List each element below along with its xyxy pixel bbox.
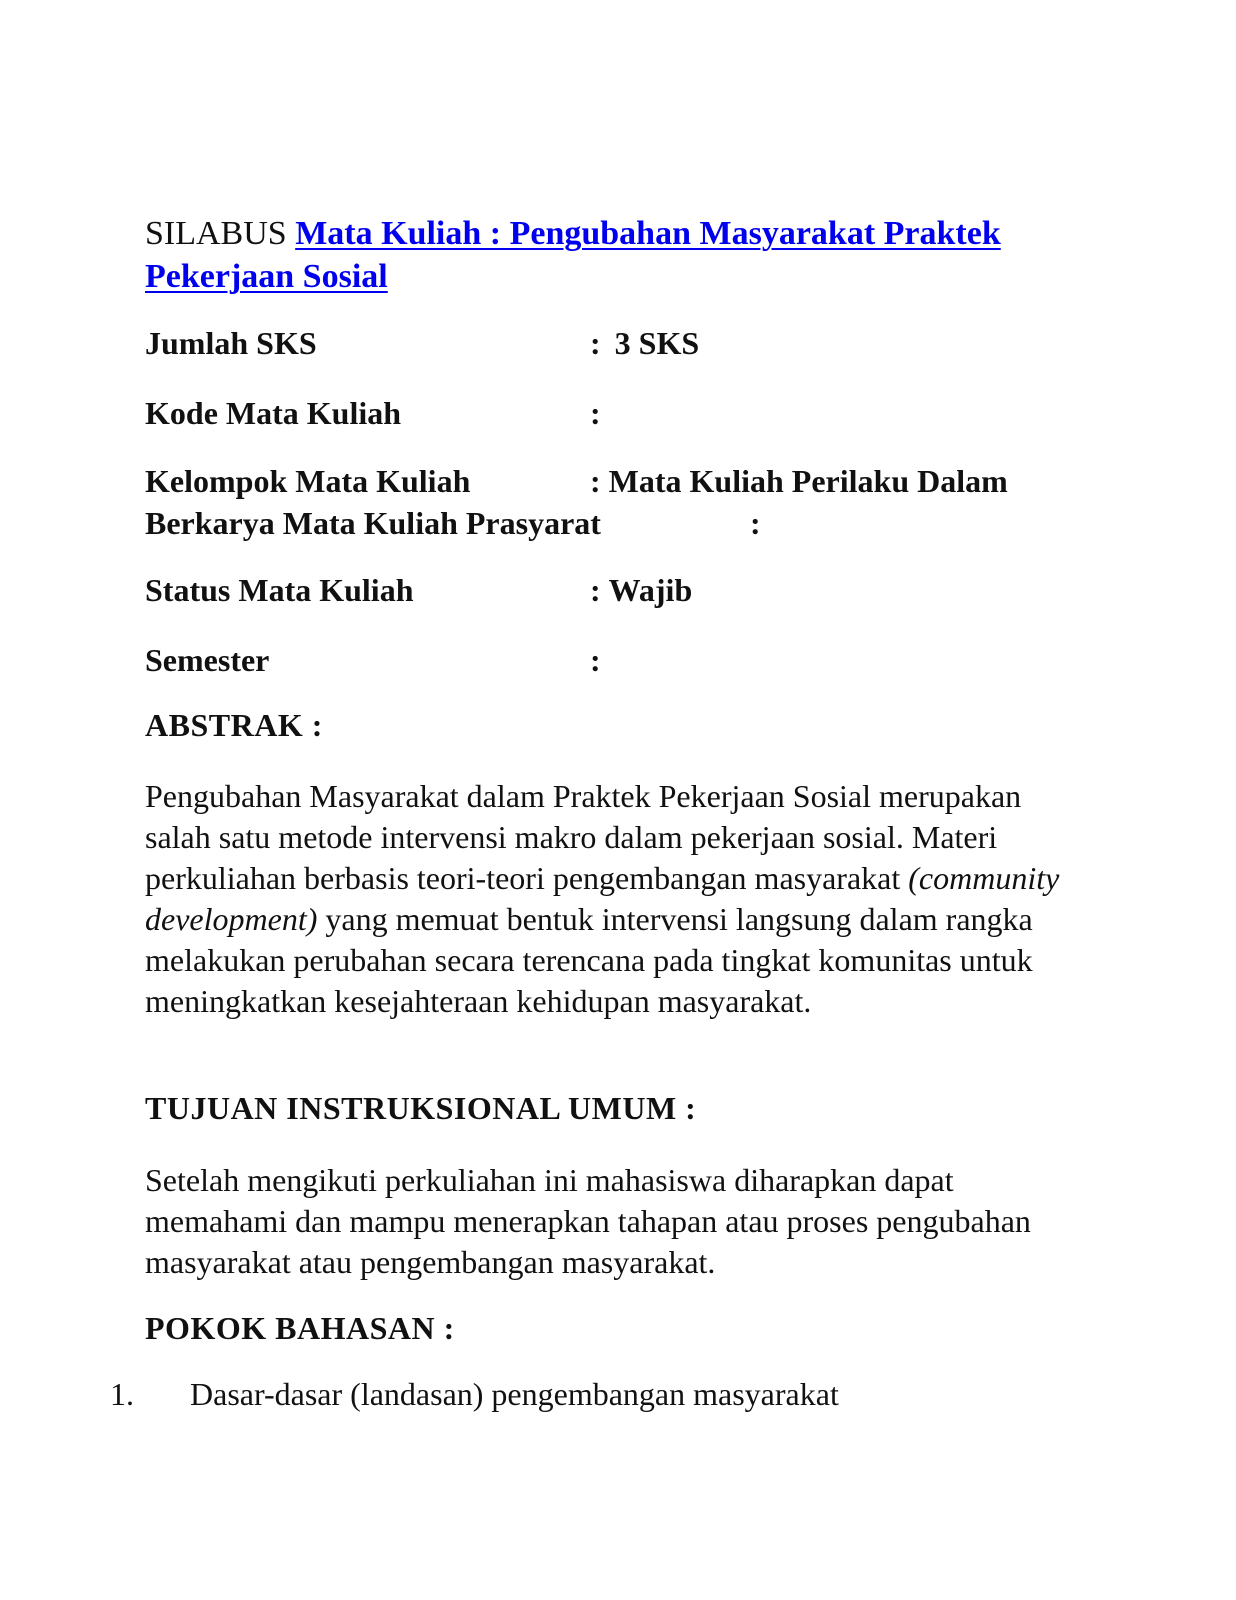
abstrak-text-continued: yang memuat bentuk intervensi langsung dalam rangka melakukan perubahan secara terencana pada tingkat komunitas untuk meningkatkan kesejahteraan kehidupan masyarakat. (145, 901, 1033, 1019)
field-label: Kelompok Mata Kuliah (145, 463, 471, 499)
abstrak-heading: ABSTRAK : (145, 707, 323, 743)
field-label: Kode Mata Kuliah (145, 395, 402, 431)
abstrak-paragraph (145, 776, 1085, 1022)
field-colon: : (590, 325, 601, 361)
field-semester (145, 639, 601, 681)
syllabus-title (145, 212, 1085, 298)
field-value: Mata Kuliah Perilaku Dalam (608, 463, 1008, 499)
field-status-mata-kuliah (145, 569, 692, 611)
abstrak-text: Pengubahan Masyarakat dalam Praktek Pekerjaan Sosial merupakan salah satu metode intervensi makro dalam pekerjaan sosial. Materi perkuliahan berbasis teori-teori pengembangan masyarakat (145, 778, 1022, 896)
field-label: Status Mata Kuliah (145, 572, 414, 608)
title-prefix: SILABUS (145, 215, 296, 252)
field-label: Semester (145, 642, 270, 678)
field-kelompok-mata-kuliah (145, 460, 1008, 544)
tujuan-paragraph: Setelah mengikuti perkuliahan ini mahasiswa diharapkan dapat memahami dan mampu menerapkan tahapan atau proses pengubahan masyarakat atau pengembangan masyarakat. (145, 1162, 1031, 1280)
abstrak-italic-term: (community development) (145, 860, 1060, 937)
pokok-bahasan-heading: POKOK BAHASAN : (145, 1310, 455, 1346)
field-label: Jumlah SKS (145, 325, 317, 361)
tujuan-heading: TUJUAN INSTRUKSIONAL UMUM : (145, 1090, 697, 1126)
field-colon: : (750, 505, 761, 541)
field-colon: : (590, 395, 601, 431)
list-item-text: Dasar-dasar (landasan) pengembangan masyarakat (190, 1376, 839, 1412)
field-colon: : (590, 572, 601, 608)
field-colon: : (590, 463, 601, 499)
course-title-link[interactable]: Mata Kuliah : Pengubahan Masyarakat Praktek Pekerjaan Sosial (145, 215, 1001, 295)
list-item (110, 1376, 839, 1413)
field-value: Wajib (608, 572, 693, 608)
field-colon: : (590, 642, 601, 678)
field-value: 3 SKS (614, 325, 700, 361)
field-jumlah-sks (145, 322, 699, 364)
field-value-continued: Berkarya Mata Kuliah Prasyarat (145, 505, 601, 541)
field-kode-mata-kuliah (145, 392, 601, 434)
list-item-number: 1. (110, 1376, 134, 1412)
